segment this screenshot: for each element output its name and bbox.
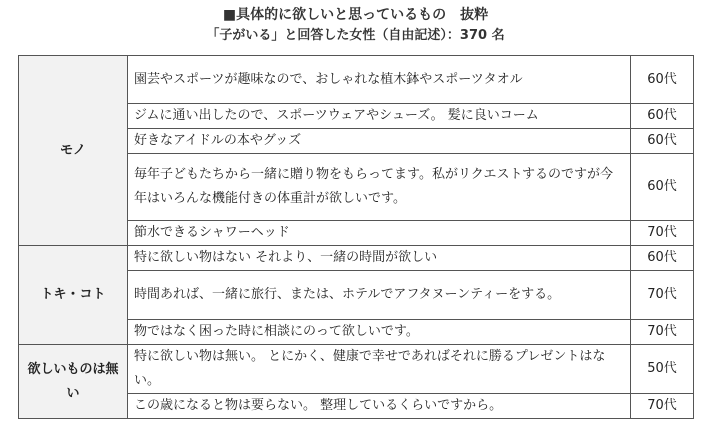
- age-cell: 50代: [631, 345, 694, 394]
- survey-table: [18, 55, 694, 419]
- table-row: [19, 345, 694, 394]
- table-row: [19, 246, 694, 271]
- age-cell: 60代: [631, 56, 694, 104]
- age-cell: 60代: [631, 129, 694, 154]
- page-subtitle: 「子がいる」と回答した女性（自由記述）：370 名: [206, 28, 505, 43]
- age-cell: 70代: [631, 271, 694, 320]
- category-cell-mono: モノ: [19, 56, 128, 246]
- answer-cell: 物ではなく困った時に相談にのって欲しいです。: [128, 320, 631, 345]
- category-cell-nothing-wanted: 欲しいものは無い: [19, 345, 128, 419]
- category-cell-toki-koto: トキ・コト: [19, 246, 128, 345]
- answer-cell: 好きなアイドルの本やグッズ: [128, 129, 631, 154]
- age-cell: 60代: [631, 104, 694, 129]
- answer-cell: 園芸やスポーツが趣味なので、おしゃれな植木鉢やスポーツタオル: [128, 56, 631, 104]
- age-cell: 60代: [631, 154, 694, 221]
- answer-cell: 時間あれば、一緒に旅行、または、ホテルでアフタヌーンティーをする。: [128, 271, 631, 320]
- page-title: ■具体的に欲しいと思っているもの 抜粋: [222, 7, 489, 23]
- age-cell: 70代: [631, 394, 694, 419]
- answer-cell: この歳になると物は要らない。 整理しているくらいですから。: [128, 394, 631, 419]
- answer-cell: 特に欲しい物は無い。 とにかく、健康で幸せであればそれに勝るプレゼントはない。: [128, 345, 631, 394]
- answer-cell: 毎年子どもたちから一緒に贈り物をもらってます。私がリクエストするのですが今年はいろんな機能付きの体重計が欲しいです。: [128, 154, 631, 221]
- age-cell: 60代: [631, 246, 694, 271]
- table-row: [19, 56, 694, 104]
- age-cell: 70代: [631, 221, 694, 246]
- answer-cell: ジムに通い出したので、スポーツウェアやシューズ。 髪に良いコーム: [128, 104, 631, 129]
- answer-cell: 特に欲しい物はない それより、一緒の時間が欲しい: [128, 246, 631, 271]
- answer-cell: 節水できるシャワーヘッド: [128, 221, 631, 246]
- age-cell: 70代: [631, 320, 694, 345]
